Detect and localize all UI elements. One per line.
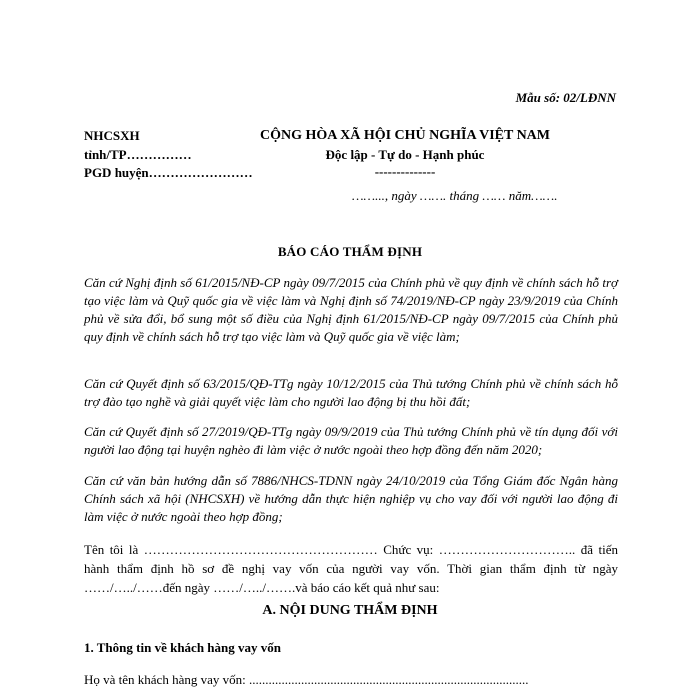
province-line: tỉnh/TP…………… (84, 147, 192, 162)
section-a-heading: A. NỘI DUNG THẨM ĐỊNH (262, 603, 438, 618)
district-line: PGD huyện…………………… (84, 165, 253, 180)
intro-paragraph: Tên tôi là ……………………………………………… Chức vụ: ………………………….. đã tiến hành thẩm định hồ sơ đề nghị vay vốn của người vay vốn. Thời gian thẩm định từ ngày ……/…../……đến ngày ……/…../…….và báo cáo kết quả như sau: (84, 542, 618, 595)
date-line: ……..., ngày ……. tháng …… năm……. (352, 188, 558, 203)
national-motto: Độc lập - Tự do - Hạnh phúc (325, 147, 485, 162)
legal-basis-3: Căn cứ Quyết định số 27/2019/QĐ-TTg ngày 09/9/2019 của Thủ tướng Chính phủ về tín dụng đối với người lao động tại huyện nghèo đi làm việc ở nước ngoài theo hợp đồng đến năm 2020; (84, 424, 618, 457)
national-title: CỘNG HÒA XÃ HỘI CHỦ NGHĨA VIỆT NAM (259, 128, 550, 143)
legal-basis-1: Căn cứ Nghị định số 61/2015/NĐ-CP ngày 09/7/2015 của Chính phủ về quy định về chính sách hỗ trợ tạo việc làm và Quỹ quốc gia về việc làm và Nghị định số 74/2019/NĐ-CP ngày 23/9/2019 của Chính phủ về sửa đổi, bổ sung một số điều của Nghị định 61/2015/NĐ-CP ngày 09/7/2015 của Chính phủ quy định về chính sách hỗ trợ tạo việc làm và Quỹ quốc gia về việc làm; (84, 275, 618, 344)
legal-basis-2: Căn cứ Quyết định số 63/2015/QĐ-TTg ngày 10/12/2015 của Thủ tướng Chính phủ về chính sách hỗ trợ đào tạo nghề và giải quyết việc làm cho người lao động bị thu hồi đất; (84, 376, 618, 409)
document-title: BÁO CÁO THẨM ĐỊNH (277, 244, 423, 259)
bank-name: NHCSXH (84, 128, 140, 143)
header-divider: -------------- (374, 164, 436, 179)
form-number: Mẫu số: 02/LĐNN (515, 90, 616, 105)
subsection-1-heading: 1. Thông tin về khách hàng vay vốn (84, 640, 281, 655)
borrower-name-field: Họ và tên khách hàng vay vốn: ...................................................................................... (84, 672, 529, 687)
legal-basis-4: Căn cứ văn bản hướng dẫn số 7886/NHCS-TDNN ngày 24/10/2019 của Tổng Giám đốc Ngân hàng Chính sách xã hội (NHCSXH) về hướng dẫn thực hiện nghiệp vụ cho vay đối với người lao động đi làm việc ở nước ngoài theo hợp đồng; (84, 473, 618, 524)
